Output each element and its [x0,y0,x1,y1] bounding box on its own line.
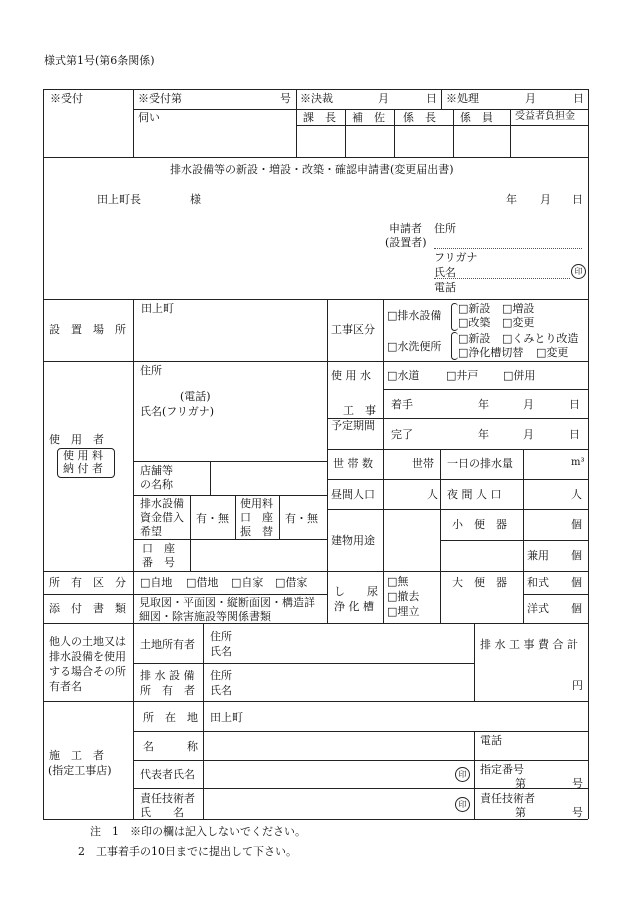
store-label-2: の名称 [140,478,173,491]
night-population-unit: 人 [571,488,582,501]
haisui-setsubi-check[interactable]: □排水設備 [387,309,442,322]
suisen-benjo-check[interactable]: □水洗便所 [387,340,442,353]
tech-no-label: 責任技術者 [480,792,535,805]
end-year: 年 [478,428,489,441]
uketsuke-go: 号 [280,92,291,105]
total-cost-label: 排 水 工 事 費 合 計 [480,638,578,651]
form-id: 様式第1号(第6条関係) [44,54,155,67]
applicant-furigana-label: フリガナ [434,251,478,264]
uketsuke-no-label: ※受付第 [138,92,182,105]
jichi-check[interactable]: □自地 [140,576,173,589]
urinal-label: 小 便 器 [452,518,507,531]
start-label: 着手 [391,398,413,411]
tech-seal: 印 [455,797,470,812]
attach-line-1: 見取図・平面図・縦断面図・構造詳 [139,596,315,609]
eq-owner-label-2: 所 有 者 [140,684,195,697]
fee-umu[interactable]: 有・無 [285,512,318,525]
note-2: 2 工事着手の10日までに提出して下さい。 [78,845,297,858]
attach-line-2: 細図・除害施設等関係書類 [139,610,271,623]
land-owner-label: 土地所有者 [140,638,195,651]
start-month: 月 [523,398,534,411]
user-address-label: 住所 [140,364,162,377]
tech-go: 号 [572,806,583,819]
daily-discharge-unit: m³ [571,457,585,468]
jokaso-kirikae-check[interactable]: □浄化槽切替 [458,346,524,359]
toilet-label: 大 便 器 [452,576,507,589]
date-year: 年 [506,193,517,206]
end-day: 日 [569,428,580,441]
others-label-3: する場合その所 [49,665,126,678]
store-label-1: 店舗等 [140,464,173,477]
representative-seal: 印 [455,767,470,782]
kenyo-label: 兼用 [527,549,549,562]
end-month: 月 [523,428,534,441]
day-population-unit: 人 [427,488,438,501]
ownership-label: 所 有 区 分 [49,576,126,589]
addressee: 田上町長 [97,193,141,206]
uketsuke-label: ※受付 [50,92,83,105]
washiki-label: 和式 [527,576,549,589]
yoshiki-unit: 個 [571,602,582,615]
tech-label-2: 氏 名 [140,806,184,819]
jika-check[interactable]: □自家 [231,576,264,589]
kakariin-header: 係 員 [460,111,493,124]
hosa-header: 補 佐 [352,111,385,124]
company-name-label: 名 称 [143,740,198,753]
kaichiku-check[interactable]: □改築 [458,316,491,329]
user-phone-label: (電話) [180,390,211,403]
loan-label-2: 資金借入 [140,511,184,524]
shakuya-check[interactable]: □借家 [275,576,308,589]
setchisha-label: (設置者) [385,236,427,249]
others-label-4: 有者名 [49,680,82,693]
loan-label-3: 希望 [140,525,162,538]
fee-label-2: 口 座 [240,511,273,524]
attach-label: 添 付 書 類 [49,602,126,615]
koji-kubun-label: 工事区分 [331,323,375,336]
land-owner-address-label: 住所 [210,630,232,643]
others-label-1: 他人の土地又は [49,635,126,648]
designated-go: 号 [572,777,583,790]
umetate-check[interactable]: □埋立 [387,605,420,618]
shori-label: ※処理 [446,92,479,105]
water-label: 使 用 水 [331,369,371,382]
shinyo-label-1: し 尿 [334,585,378,598]
applicant-seal: 印 [571,264,586,279]
henko-check[interactable]: □変更 [502,316,535,329]
zosetsu-check[interactable]: □増設 [502,302,535,315]
period-label-1: 工 事 [343,404,376,417]
shinsetsu-check[interactable]: □新設 [458,302,491,315]
kenyo-unit: 個 [571,549,582,562]
kessai-day: 日 [426,92,437,105]
start-day: 日 [569,398,580,411]
applicant-label: 申請者 [389,222,422,235]
eq-owner-address-label: 住所 [210,669,232,682]
suido-check[interactable]: □水道 [387,369,420,382]
eq-owner-name-label: 氏名 [210,684,232,697]
kakaricho-header: 係 長 [403,111,436,124]
note-1: 注 1 ※印の欄は記入しないでください。 [90,825,306,838]
designated-no-label: 指定番号 [480,763,524,776]
shori-month: 月 [525,92,536,105]
building-use-label: 建物用途 [331,534,375,547]
shori-day: 日 [573,92,584,105]
night-population-label: 夜 間 人 口 [447,488,502,501]
applicant-address-label: 住所 [434,222,456,235]
tech-dai: 第 [515,806,526,819]
heiyo-check[interactable]: □併用 [503,369,536,382]
nashi-check[interactable]: □無 [387,575,409,588]
account-label-1: 口 座 [142,542,175,555]
location-value: 田上町 [210,711,243,724]
applicant-name-label: 氏名 [434,266,456,279]
jueki-header: 受益者負担金 [515,111,575,122]
user-label: 使 用 者 [49,433,104,446]
households-unit: 世帯 [412,457,434,470]
representative-label: 代表者氏名 [140,768,195,781]
daily-discharge-label: 一日の排水量 [447,457,513,470]
start-year: 年 [478,398,489,411]
date-month: 月 [540,193,551,206]
period-label-2: 予定期間 [331,419,375,432]
loan-umu[interactable]: 有・無 [196,512,229,525]
loan-label-1: 排水設備 [140,497,184,510]
henko2-check[interactable]: □変更 [536,346,569,359]
kessai-label: ※決裁 [300,92,333,105]
others-label-2: 排水設備を使用 [49,650,126,663]
install-location-label: 設 置 場 所 [49,323,126,336]
fee-label-1: 使用料 [240,497,273,510]
kumitori-check[interactable]: □くみとり改造 [502,332,579,345]
households-label: 世 帯 数 [333,457,373,470]
ukagai-label: 伺い [138,111,160,124]
tech-label-1: 責任技術者 [140,792,195,805]
account-label-2: 番 号 [142,556,175,569]
user-sub2: 納 付 者 [63,462,103,475]
yoshiki-label: 洋式 [527,602,549,615]
location-label: 所 在 地 [143,711,198,724]
application-title: 排水設備等の新設・増設・改築・確認申請書(変更届出書) [170,163,454,176]
eq-owner-label-1: 排 水 設 備 [140,669,195,682]
land-owner-name-label: 氏名 [210,645,232,658]
tekkyo-check[interactable]: □撤去 [387,590,420,603]
urinal-unit: 個 [571,518,582,531]
day-population-label: 昼間人口 [331,488,375,501]
user-name-label: 氏名(フリガナ) [140,405,215,418]
addressee-sama: 様 [190,193,201,206]
install-location-value: 田上町 [141,302,174,315]
user-sub1: 使 用 料 [63,449,103,462]
contractor-label: 施 工 者 [49,749,104,762]
kessai-month: 月 [378,92,389,105]
total-cost-unit: 円 [572,679,583,692]
end-label: 完了 [391,428,413,441]
shakuchi-check[interactable]: □借地 [186,576,219,589]
date-day: 日 [572,193,583,206]
contractor-sub: (指定工事店) [48,764,112,777]
applicant-phone-label: 電話 [434,281,456,294]
shinsetsu2-check[interactable]: □新設 [458,332,491,345]
company-phone-label: 電話 [480,734,502,747]
fee-label-3: 振 替 [240,525,273,538]
washiki-unit: 個 [571,576,582,589]
shinyo-label-2: 浄 化 槽 [334,600,374,613]
kacho-header: 課 長 [303,111,336,124]
ido-check[interactable]: □井戸 [446,369,479,382]
designated-dai: 第 [515,777,526,790]
